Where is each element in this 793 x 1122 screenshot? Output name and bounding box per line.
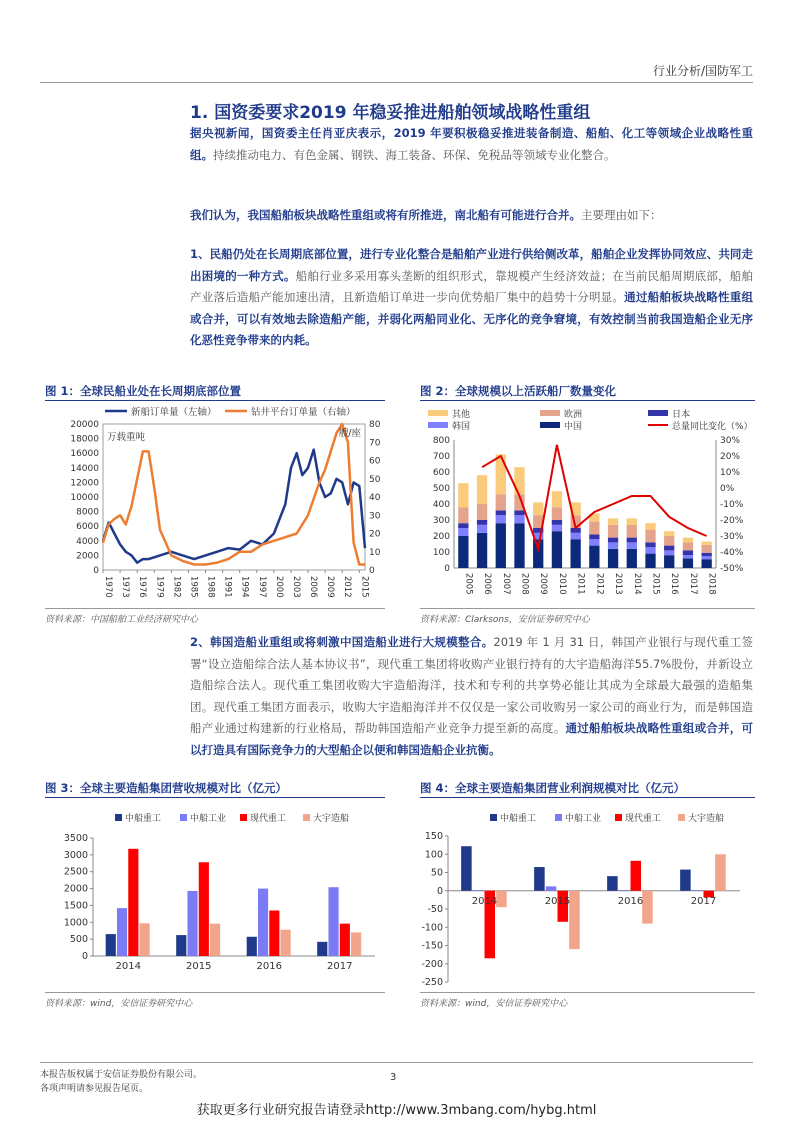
section-title: 1. 国资委要求2019 年稳妥推进船舶领域战略性重组 [190, 103, 591, 123]
fig1-right-unit: 艘/座 [338, 428, 361, 439]
fig2-bar-3 [701, 545, 711, 553]
fig2-left-tick: 300 [432, 516, 450, 526]
fig2-legend-label-4: 其他 [452, 410, 471, 420]
fig2-right-tick: 0% [720, 484, 735, 494]
fig2-right-tick: 30% [720, 436, 741, 446]
fig2-bar-0 [458, 536, 468, 568]
fig2-x-tick: 2005 [463, 573, 474, 595]
fig3-y-tick: 500 [69, 934, 88, 946]
fig3-bar-3 [281, 930, 291, 956]
fig2-x-tick: 2006 [482, 573, 493, 595]
fig2-bar-3 [477, 504, 487, 520]
fig4-legend-swatch-2 [615, 814, 622, 821]
fig1-x-tick: 1970 [103, 576, 113, 598]
fig4-legend-swatch-0 [490, 814, 497, 821]
fig4-y-tick: 150 [424, 831, 443, 842]
fig2-right-tick: -10% [720, 500, 744, 510]
fig2-x-tick: 2016 [669, 573, 680, 595]
fig2-bar-1 [552, 525, 562, 531]
fig4-legend-label-0: 中船重工 [500, 814, 537, 824]
fig4-bar-3 [642, 891, 653, 924]
footer-notice [40, 1068, 202, 1096]
fig3-x-tick: 2016 [256, 961, 282, 972]
paragraph-3 [190, 244, 753, 352]
paragraph-2 [190, 205, 753, 227]
fig4-bar-3 [569, 891, 580, 949]
fig2-bar-2 [552, 520, 562, 525]
fig4-legend-label-3: 大宇造船 [688, 814, 725, 824]
fig3-bar-2 [340, 924, 350, 956]
fig3-title: 图 3：全球主要造船集团营收规模对比（亿元） [45, 781, 288, 795]
fig3-bar-0 [247, 937, 257, 956]
p3-bold2: 通过船舶板块战略性重组或合并，可以有效地去除造船产能，并弱化两船同业化、无序化的竞争窘境，有效控制当前我国造船企业无序化恶性竞争带来的内耗。 [190, 290, 753, 347]
fig3-source: 资料来源：wind，安信证券研究中心 [45, 999, 193, 1009]
fig4-legend-swatch-3 [678, 814, 685, 821]
fig3-x-tick: 2015 [186, 961, 212, 972]
fig4-bar-1 [619, 890, 630, 891]
fig4-chart [420, 800, 755, 990]
fig2-bar-2 [477, 520, 487, 525]
fig3-bar-1 [117, 908, 127, 956]
fig4-x-tick: 2015 [544, 895, 571, 907]
fig3-bar-3 [351, 932, 361, 956]
fig2-legend-swatch-2 [648, 410, 668, 416]
fig3-legend-label-1: 中船工业 [190, 814, 227, 824]
fig2-legend-label-line: 总量同比变化（%） [672, 422, 753, 432]
fig1-x-tick: 1979 [154, 576, 165, 598]
fig3-y-tick: 3500 [63, 833, 88, 844]
fig1-x-tick: 1985 [188, 576, 199, 598]
fig4-legend-label-1: 中船工业 [565, 814, 602, 824]
fig2-bar-4 [477, 475, 487, 504]
fig1-left-tick: 2000 [76, 551, 99, 562]
fig3-legend-swatch-0 [115, 814, 122, 821]
fig2-left-tick: 500 [432, 484, 450, 494]
fig2-bar-0 [477, 533, 487, 568]
fig2-bar-3 [664, 536, 674, 546]
p3-bold: 1、民船仍处在长周期底部位置，进行专业化整合是船舶产业进行供给侧改革，船舶企业发挥协同效应、共同走出困境的一种方式。 [190, 247, 753, 283]
fig2-bar-1 [683, 555, 693, 558]
fig1-legend-label-0: 新船订单量（左轴） [131, 407, 217, 418]
fig2-legend-label-2: 日本 [672, 410, 691, 420]
fig2-legend-label-1: 韩国 [452, 422, 471, 432]
fig1-right-tick: 70 [369, 438, 381, 449]
fig2-bar-0 [496, 523, 506, 568]
p4-text: 2019 年 1 月 31 日，韩国产业银行与现代重工签署“设立造船综合法人基本协议书”，现代重工集团将收购产业银行持有的大宇造船海洋55.7%股份，并新设立造船综合法人。现代重工集团收购大宇造船海洋，技术和专利的共享势必能让其成为全球最大最强的造船集团。现代重工集团方面表示，收购大宇造船海洋并不仅仅是一家公司收购另一家公司的商业行为，而是韩国造船产业通过构建新的行业格局，帮助韩国造船产业竞争力提至新的高度。 [190, 635, 754, 735]
fig2-left-tick: 100 [432, 548, 450, 558]
footer-line-2: 各项声明请参见报告尾页。 [40, 1084, 149, 1094]
fig2-x-tick: 2012 [594, 573, 605, 595]
fig1-left-tick: 4000 [76, 536, 99, 547]
fig2-x-tick: 2017 [687, 573, 698, 595]
fig2-bar-0 [589, 546, 599, 568]
fig3-legend-label-0: 中船重工 [125, 814, 162, 824]
fig2-bar-0 [645, 554, 655, 568]
fig2-chart [420, 402, 755, 607]
fig1-x-tick: 1991 [222, 576, 233, 598]
fig1-right-tick: 50 [369, 474, 381, 485]
fig3-y-tick: 1000 [63, 917, 88, 929]
p4-bold2: 通过船舶板块战略性重组或合并，可以打造具有国际竞争力的大型船企以便和韩国造船企业抗衡。 [190, 721, 754, 757]
p2-bold: 我们认为，我国船舶板块战略性重组或将有所推进，南北船有可能进行合并。 [190, 208, 581, 222]
fig2-right-tick: -20% [720, 516, 744, 526]
fig2-bar-2 [608, 538, 618, 543]
fig1-legend-label-1: 钻井平台订单量（右轴） [251, 407, 356, 418]
fig3-legend-swatch-3 [303, 814, 310, 821]
fig2-right-tick: 10% [720, 468, 741, 478]
fig1-x-tick: 1988 [205, 576, 216, 598]
fig2-bar-0 [627, 549, 637, 568]
fig1-right-tick: 20 [369, 529, 381, 540]
fig4-x-tick: 2014 [471, 895, 498, 907]
fig1-x-tick: 1973 [120, 576, 131, 598]
fig1-right-tick: 60 [369, 456, 381, 467]
fig1-left-tick: 8000 [76, 507, 99, 518]
page-number: 3 [390, 1072, 397, 1083]
fig2-right-tick: 20% [720, 452, 741, 462]
fig3-bar-1 [328, 887, 338, 956]
fig2-bar-4 [608, 518, 618, 524]
fig4-legend-label-2: 现代重工 [625, 814, 662, 824]
fig2-bar-2 [514, 510, 524, 515]
fig2-legend-label-0: 中国 [564, 422, 583, 432]
fig4-y-tick: -250 [421, 977, 443, 988]
fig2-left-tick: 400 [432, 500, 450, 510]
fig1-x-tick: 2015 [359, 576, 370, 598]
fig2-bar-2 [496, 510, 506, 515]
fig3-title-rule [45, 797, 385, 798]
fig4-source: 资料来源：wind，安信证券研究中心 [420, 999, 568, 1009]
fig2-bar-3 [458, 507, 468, 523]
fig4-y-tick: 0 [436, 885, 443, 897]
fig2-legend-swatch-1 [428, 422, 448, 428]
fig3-bar-2 [269, 910, 279, 956]
fig2-bar-3 [645, 530, 655, 543]
fig2-bar-4 [552, 491, 562, 507]
fig2-bar-1 [477, 525, 487, 533]
fig1-left-tick: 12000 [70, 478, 99, 489]
fig4-bar-1 [692, 890, 703, 891]
fig4-y-tick: -200 [421, 958, 443, 970]
fig2-bar-1 [496, 515, 506, 523]
fig2-left-tick: 800 [432, 436, 450, 446]
fig2-bar-4 [533, 502, 543, 515]
fig2-bar-2 [664, 546, 674, 551]
promo-link[interactable]: 获取更多行业研究报告请登录http://www.3mbang.com/hybg.html [196, 1103, 597, 1118]
fig2-bar-3 [552, 507, 562, 520]
fig2-bar-3 [683, 542, 693, 550]
fig2-bar-4 [701, 542, 711, 545]
fig1-x-tick: 2012 [342, 576, 353, 598]
fig3-legend-label-2: 现代重工 [250, 814, 287, 824]
fig4-bar-0 [534, 867, 545, 891]
fig2-bar-2 [701, 553, 711, 556]
fig3-x-tick: 2017 [327, 961, 353, 972]
fig2-bar-1 [627, 542, 637, 548]
fig3-bar-2 [128, 849, 138, 956]
fig3-bar-1 [187, 891, 197, 956]
fig1-right-tick: 10 [369, 547, 381, 558]
fig4-x-tick: 2016 [617, 895, 644, 907]
footer-divider [40, 1062, 753, 1063]
fig2-left-tick: 600 [432, 468, 450, 478]
fig1-left-unit: 万载重吨 [107, 432, 146, 443]
fig3-bar-1 [258, 889, 268, 956]
fig2-bar-2 [627, 538, 637, 543]
fig2-bar-1 [701, 556, 711, 559]
fig1-title: 图 1：全球民船业处在长周期底部位置 [45, 384, 242, 398]
fig2-bar-2 [645, 542, 655, 547]
fig3-legend-swatch-2 [240, 814, 247, 821]
fig2-bar-3 [627, 525, 637, 538]
fig1-x-tick: 2000 [273, 576, 284, 598]
fig4-bar-0 [607, 876, 618, 891]
fig2-bar-4 [645, 523, 655, 529]
fig4-bar-0 [461, 846, 472, 891]
fig3-y-tick: 1500 [63, 900, 88, 912]
fig1-left-tick: 0 [93, 566, 99, 576]
fig2-x-tick: 2013 [613, 573, 624, 595]
fig4-y-tick: 50 [430, 867, 443, 879]
fig1-source-rule [45, 608, 385, 609]
fig4-y-tick: -100 [421, 922, 443, 934]
fig2-x-tick: 2018 [706, 573, 717, 595]
fig2-right-tick: -30% [720, 532, 744, 542]
fig2-bar-1 [458, 528, 468, 536]
fig4-source-rule [420, 992, 755, 993]
fig4-bar-1 [473, 890, 484, 891]
fig1-left-tick: 16000 [70, 449, 99, 460]
fig2-x-tick: 2015 [650, 573, 661, 595]
fig1-right-tick: 40 [369, 493, 381, 503]
fig2-bar-1 [570, 533, 580, 539]
fig2-left-tick: 200 [432, 532, 450, 542]
paragraph-4 [190, 632, 753, 761]
fig2-bar-0 [683, 558, 693, 568]
fig2-bar-1 [608, 542, 618, 548]
fig3-bar-2 [199, 862, 209, 956]
fig2-left-tick: 0 [444, 564, 450, 574]
fig4-bar-1 [546, 886, 557, 890]
fig2-bar-3 [589, 522, 599, 535]
p1-bold: 据央视新闻，国资委主任肖亚庆表示，2019 年要积极稳妥推进装备制造、船舶、化工等领域企业战略性重组。 [190, 126, 753, 162]
fig2-bar-3 [496, 494, 506, 510]
fig2-legend-swatch-4 [428, 410, 448, 416]
fig2-x-tick: 2008 [519, 573, 530, 595]
fig1-left-tick: 6000 [76, 522, 99, 533]
fig4-x-tick: 2017 [690, 895, 717, 907]
fig2-left-tick: 700 [432, 452, 450, 462]
fig2-bar-2 [589, 534, 599, 539]
fig2-x-tick: 2011 [575, 573, 586, 595]
fig4-legend-swatch-1 [555, 814, 562, 821]
fig3-bar-3 [210, 924, 220, 956]
fig4-title: 图 4：全球主要造船集团营业利润规模对比（亿元） [420, 781, 686, 795]
fig1-left-tick: 14000 [70, 463, 99, 474]
fig3-legend-swatch-1 [180, 814, 187, 821]
fig2-bar-0 [701, 559, 711, 568]
fig2-x-tick: 2010 [556, 573, 567, 595]
fig2-bar-4 [627, 518, 637, 524]
fig2-bar-0 [608, 549, 618, 568]
fig2-bar-1 [514, 515, 524, 523]
fig1-source: 资料来源：中国船舶工业经济研究中心 [45, 615, 199, 625]
fig1-title-rule [45, 400, 385, 401]
fig3-x-tick: 2014 [115, 961, 141, 972]
fig2-source-rule [420, 608, 755, 609]
fig3-y-tick: 2000 [63, 883, 88, 895]
fig2-bar-4 [496, 454, 506, 494]
fig2-bar-1 [589, 539, 599, 545]
fig2-bar-0 [552, 531, 562, 568]
fig1-left-tick: 10000 [70, 493, 99, 503]
fig3-bar-0 [317, 942, 327, 956]
p3-text: 船舶行业多采用寡头垄断的组织形式，靠规模产生经济效益；在当前民船周期底部，船舶产业落后造船产能加速出清，且新造船订单进一步向优势船厂集中的趋势十分明显。 [190, 268, 753, 304]
fig1-x-tick: 2006 [308, 576, 319, 598]
fig3-legend-label-3: 大宇造船 [313, 814, 350, 824]
p2-text: 主要理由如下： [581, 208, 662, 222]
fig2-bar-2 [683, 550, 693, 555]
fig3-bar-0 [176, 935, 186, 956]
fig2-bar-4 [664, 531, 674, 536]
fig2-legend-swatch-0 [540, 422, 560, 428]
fig4-title-rule [420, 797, 755, 798]
fig1-x-tick: 1982 [171, 576, 182, 598]
fig2-bar-0 [570, 539, 580, 568]
paragraph-1 [190, 123, 753, 166]
fig2-bar-0 [514, 523, 524, 568]
fig2-title: 图 2：全球规模以上活跃船厂数量变化 [420, 384, 617, 398]
p4-bold: 2、韩国造船业重组或将刺激中国造船业进行大规模整合。 [190, 635, 494, 649]
fig1-left-tick: 20000 [70, 420, 99, 430]
fig4-y-tick: -50 [427, 904, 443, 915]
fig2-bar-1 [664, 550, 674, 555]
fig2-bar-3 [608, 525, 618, 538]
fig1-chart [45, 402, 385, 607]
fig4-bar-3 [496, 891, 507, 907]
fig3-y-tick: 3000 [63, 849, 88, 861]
fig3-bar-3 [140, 923, 150, 956]
fig1-right-tick: 0 [369, 566, 375, 576]
fig1-x-tick: 1994 [239, 576, 250, 598]
fig1-x-tick: 1997 [256, 576, 267, 598]
fig3-chart [45, 800, 385, 990]
fig2-bar-2 [458, 523, 468, 528]
fig1-series-line-1 [103, 424, 365, 565]
fig3-y-tick: 2500 [63, 866, 88, 878]
fig2-legend-swatch-3 [540, 410, 560, 416]
fig2-bar-4 [683, 538, 693, 543]
fig2-title-rule [420, 400, 755, 401]
fig1-right-tick: 80 [369, 420, 381, 430]
fig1-x-tick: 2003 [290, 576, 301, 598]
fig2-right-tick: -40% [720, 548, 744, 558]
fig3-y-tick: 0 [81, 951, 88, 962]
fig1-left-tick: 18000 [70, 434, 99, 445]
fig2-bar-1 [645, 547, 655, 553]
fig2-source: 资料来源：Clarksons，安信证券研究中心 [420, 615, 590, 625]
fig2-x-tick: 2007 [500, 573, 511, 595]
fig4-bar-3 [715, 854, 726, 891]
fig3-source-rule [45, 992, 385, 993]
fig4-y-tick: 100 [424, 849, 443, 861]
fig2-x-tick: 2009 [538, 573, 549, 595]
header-divider [40, 82, 753, 83]
fig1-x-tick: 2009 [325, 576, 336, 598]
fig4-bar-2 [631, 861, 642, 891]
p1-text: 持续推动电力、有色金属、钢铁、海工装备、环保、免税品等领域专业化整合。 [213, 147, 616, 162]
footer-line-1: 本报告版权属于安信证券股份有限公司。 [40, 1070, 203, 1080]
fig2-x-tick: 2014 [631, 573, 642, 595]
fig4-y-tick: -150 [421, 940, 443, 952]
header-category: 行业分析/国防军工 [652, 64, 753, 78]
fig3-bar-0 [106, 934, 116, 956]
fig2-bar-0 [664, 555, 674, 568]
fig1-right-tick: 30 [369, 511, 381, 522]
fig2-right-tick: -50% [720, 564, 744, 574]
fig4-bar-0 [680, 870, 691, 891]
fig2-bar-4 [458, 483, 468, 507]
fig2-legend-label-3: 欧洲 [564, 410, 583, 420]
fig1-x-tick: 1976 [137, 576, 148, 598]
